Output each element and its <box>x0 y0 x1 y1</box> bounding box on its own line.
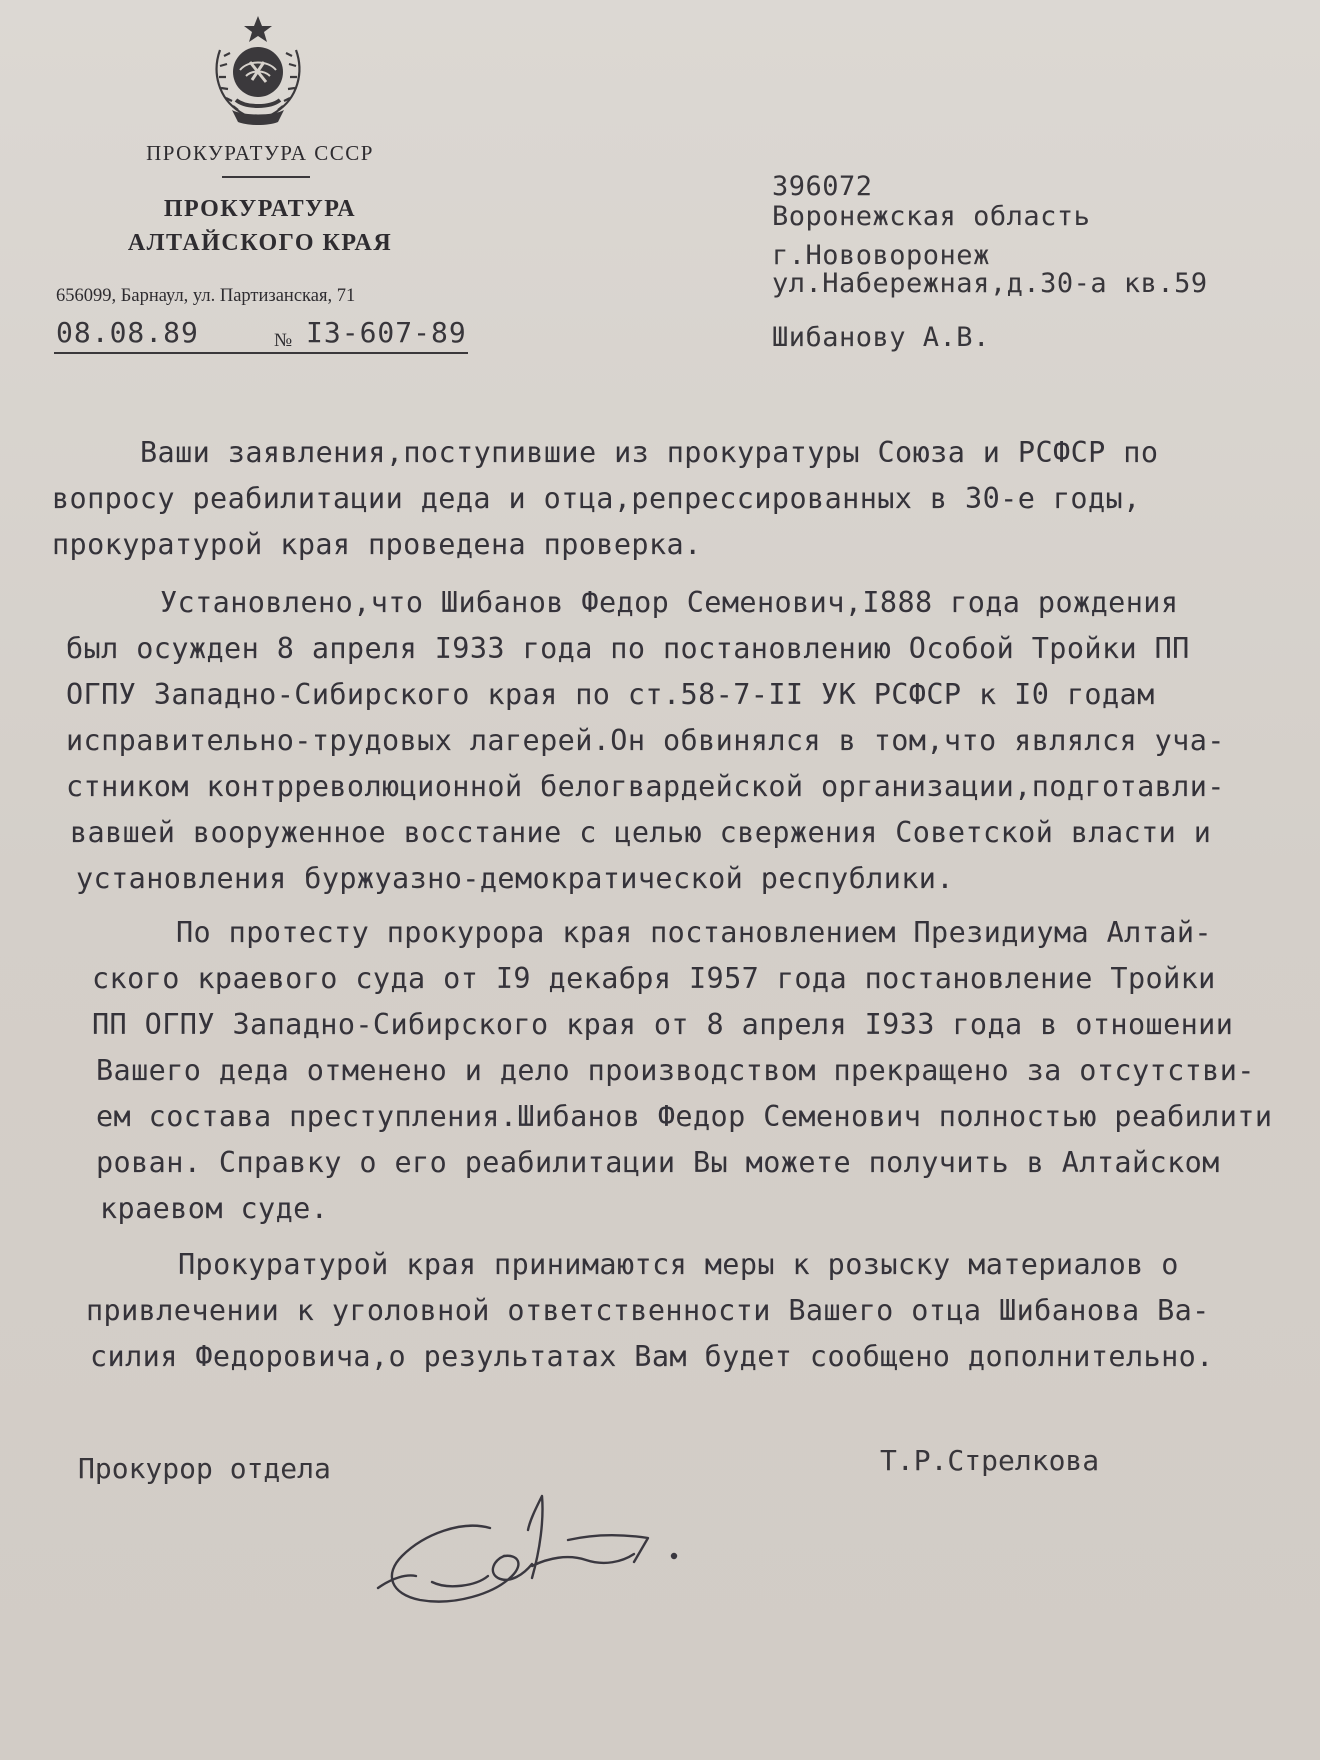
recipient-city: г.Нововоронеж <box>772 240 990 271</box>
body-line: силия Федоровича,о результатах Вам будет сообщено дополнительно. <box>90 1340 1214 1373</box>
recipient-postcode: 396072 <box>772 171 873 202</box>
body-line: установления буржуазно-демократической республики. <box>76 862 954 895</box>
number-underline <box>272 352 468 354</box>
body-line: был осужден 8 апреля I933 года по постановлению Особой Тройки ПП <box>66 632 1190 665</box>
body-line: Ваши заявления,поступившие из прокуратуры Союза и РСФСР по <box>140 436 1159 469</box>
org-name-line-1: ПРОКУРАТУРА <box>163 196 357 222</box>
number-label: № <box>274 330 293 351</box>
body-line: Установлено,что Шибанов Федор Семенович,I888 года рождения <box>160 586 1179 619</box>
handwritten-signature <box>372 1490 722 1620</box>
body-line: ПП ОГПУ Западно-Сибирского края от 8 апреля I933 года в отношении <box>92 1008 1234 1041</box>
body-line: вавшей вооруженное восстание с целью свержения Советской власти и <box>70 816 1212 849</box>
body-line: ем состава преступления.Шибанов Федор Семенович полностью реабилити <box>96 1100 1273 1133</box>
body-line: вопросу реабилитации деда и отца,репрессированных в 30-е годы, <box>52 482 1141 515</box>
recipient-street: ул.Набережная,д.30-а кв.59 <box>772 268 1208 299</box>
body-line: Вашего деда отменено и дело производством прекращено за отсутстви- <box>96 1054 1255 1087</box>
org-address: 656099, Барнаул, ул. Партизанская, 71 <box>56 286 356 306</box>
recipient-name: Шибанову А.В. <box>772 322 990 353</box>
signer-title: Прокурор отдела <box>78 1452 331 1485</box>
body-line: ОГПУ Западно-Сибирского края по ст.58-7-II УК РСФСР к I0 годам <box>66 678 1155 711</box>
body-line: ского краевого суда от I9 декабря I957 года постановление Тройки <box>92 962 1216 995</box>
body-line: стником контрреволюционной белогвардейской организации,подготавли- <box>66 770 1225 803</box>
date-underline <box>54 352 274 354</box>
letter-number: I3-607-89 <box>306 316 467 349</box>
ussr-emblem-icon <box>206 10 310 128</box>
signer-name: Т.Р.Стрелкова <box>880 1444 1100 1477</box>
org-parent-name: ПРОКУРАТУРА СССР <box>146 141 374 165</box>
body-line: исправительно-трудовых лагерей.Он обвинялся в том,что являлся уча- <box>66 724 1225 757</box>
body-line: По протесту прокурора края постановлением Президиума Алтай- <box>176 916 1212 949</box>
body-line: рован. Справку о его реабилитации Вы можете получить в Алтайском <box>96 1146 1220 1179</box>
body-line: прокуратурой края проведена проверка. <box>52 528 702 561</box>
header-divider <box>222 176 310 178</box>
letter-date: 08.08.89 <box>56 316 199 349</box>
body-line: краевом суде. <box>100 1192 329 1225</box>
org-name-line-2: АЛТАЙСКОГО КРАЯ <box>127 230 393 256</box>
recipient-region: Воронежская область <box>772 201 1091 232</box>
body-line: Прокуратурой края принимаются меры к розыску материалов о <box>178 1248 1179 1281</box>
body-line: привлечении к уголовной ответственности Вашего отца Шибанова Ва- <box>86 1294 1210 1327</box>
